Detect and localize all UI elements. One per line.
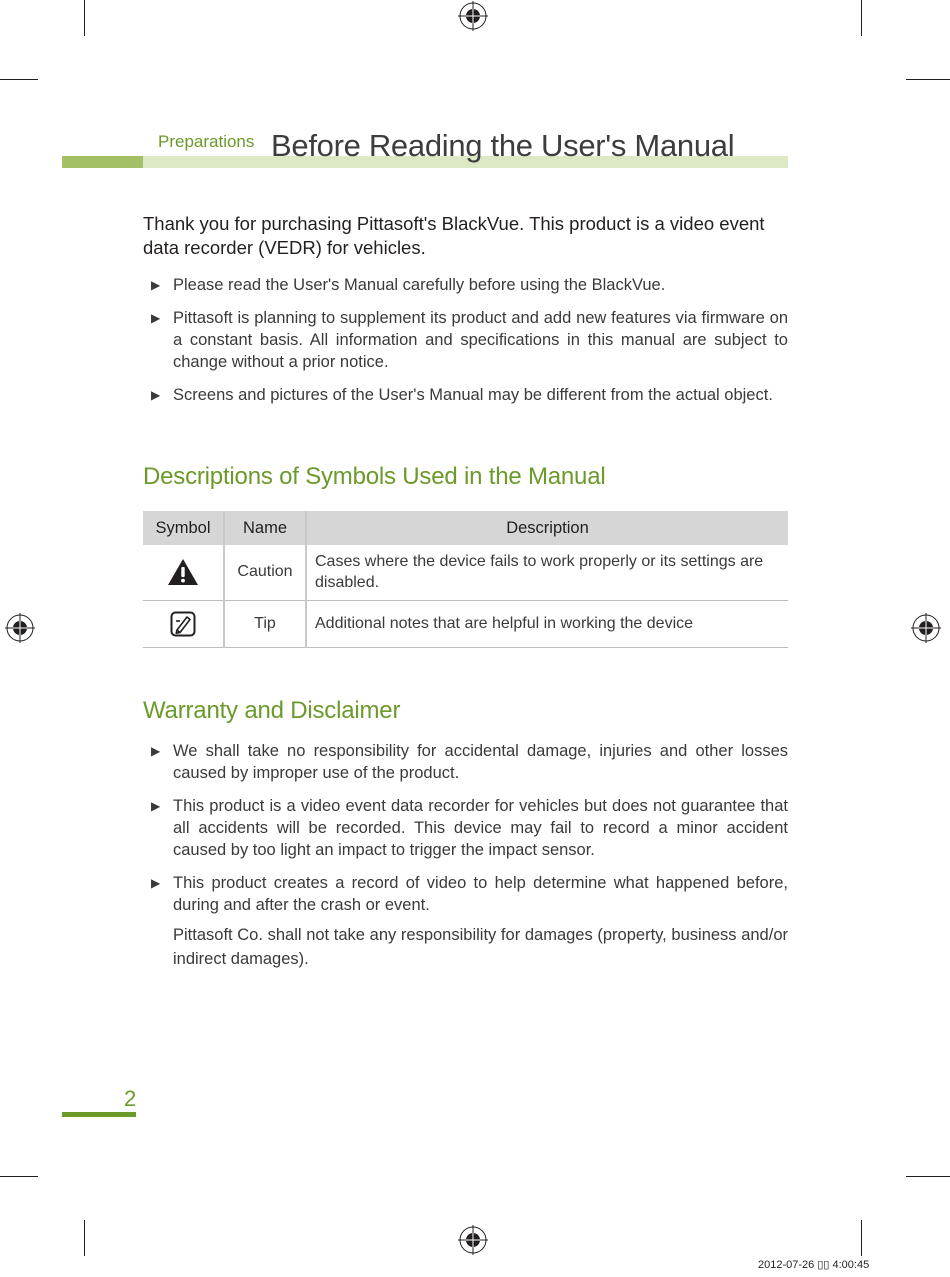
- bullet-arrow-icon: ▶: [151, 388, 161, 402]
- column-header: Symbol: [143, 511, 224, 545]
- section-heading: Descriptions of Symbols Used in the Manual: [143, 463, 606, 490]
- crop-mark: [0, 79, 38, 80]
- intro-paragraph: Thank you for purchasing Pittasoft's BlackVue. This product is a video event data recorder (VEDR) for vehicles.: [143, 213, 765, 258]
- header-bar-accent: [62, 156, 143, 168]
- section-label: Preparations: [158, 132, 255, 151]
- bullet-arrow-icon: ▶: [151, 311, 161, 325]
- column-header: Name: [224, 511, 306, 545]
- crop-mark: [84, 1220, 85, 1256]
- name-cell: Tip: [224, 600, 306, 647]
- table-row: [143, 545, 788, 600]
- list-item: [143, 274, 788, 296]
- list-item: [143, 740, 788, 784]
- registration-mark-icon: [458, 1, 488, 31]
- table-header-row: [143, 511, 788, 545]
- list-item-text: Please read the User's Manual carefully before using the BlackVue.: [173, 276, 666, 294]
- crop-mark: [906, 1176, 950, 1177]
- section-heading: Warranty and Disclaimer: [143, 697, 401, 724]
- caution-icon: [167, 558, 199, 586]
- list-item-text: We shall take no responsibility for accidental damage, injuries and other losses caused by improper use of the product.: [173, 742, 788, 782]
- registration-mark-icon: [5, 613, 35, 643]
- name-cell: Caution: [224, 545, 306, 600]
- list-item-text: This product creates a record of video to help determine what happened before, during and after the crash or event.: [173, 874, 788, 914]
- bullet-arrow-icon: ▶: [151, 278, 161, 292]
- crop-mark: [84, 0, 85, 36]
- bullet-arrow-icon: ▶: [151, 799, 161, 813]
- crop-mark: [861, 0, 862, 36]
- page-number-bar: [62, 1112, 136, 1117]
- description-cell: Additional notes that are helpful in working the device: [306, 600, 788, 647]
- print-stamp: 2012-07-26 ▯▯ 4:00:45: [758, 1259, 870, 1271]
- page-number: 2: [124, 1086, 137, 1111]
- list-item: [143, 872, 788, 916]
- symbol-cell: [143, 600, 224, 647]
- registration-mark-icon: [911, 613, 941, 643]
- symbols-table: [143, 511, 788, 648]
- crop-mark: [861, 1220, 862, 1256]
- list-item: [143, 307, 788, 373]
- symbol-cell: [143, 545, 224, 600]
- disclaimer-note: Pittasoft Co. shall not take any responsibility for damages (property, business and/or indirect damages).: [173, 926, 788, 968]
- tip-icon: [170, 611, 196, 637]
- description-cell: Cases where the device fails to work properly or its settings are disabled.: [306, 545, 788, 600]
- list-item-text: This product is a video event data recorder for vehicles but does not guarantee that all accidents will be recorded. This device may fail to record a minor accident caused by too light an impact to trigger the impact sensor.: [173, 797, 788, 859]
- registration-mark-icon: [458, 1225, 488, 1255]
- bullet-arrow-icon: ▶: [151, 876, 161, 890]
- column-header: Description: [306, 511, 788, 545]
- notes-list: [143, 274, 788, 417]
- crop-mark: [0, 1176, 38, 1177]
- table-row: [143, 600, 788, 647]
- warranty-list: [143, 740, 788, 971]
- list-item-text: Pittasoft is planning to supplement its product and add new features via firmware on a constant basis. All information and specifications in this manual are subject to change without a prior notice.: [173, 309, 788, 371]
- list-item: [143, 384, 788, 406]
- crop-mark: [906, 79, 950, 80]
- list-item-text: Screens and pictures of the User's Manual may be different from the actual object.: [173, 386, 773, 404]
- list-item: [143, 795, 788, 861]
- bullet-arrow-icon: ▶: [151, 744, 161, 758]
- page-title: Before Reading the User's Manual: [271, 128, 735, 163]
